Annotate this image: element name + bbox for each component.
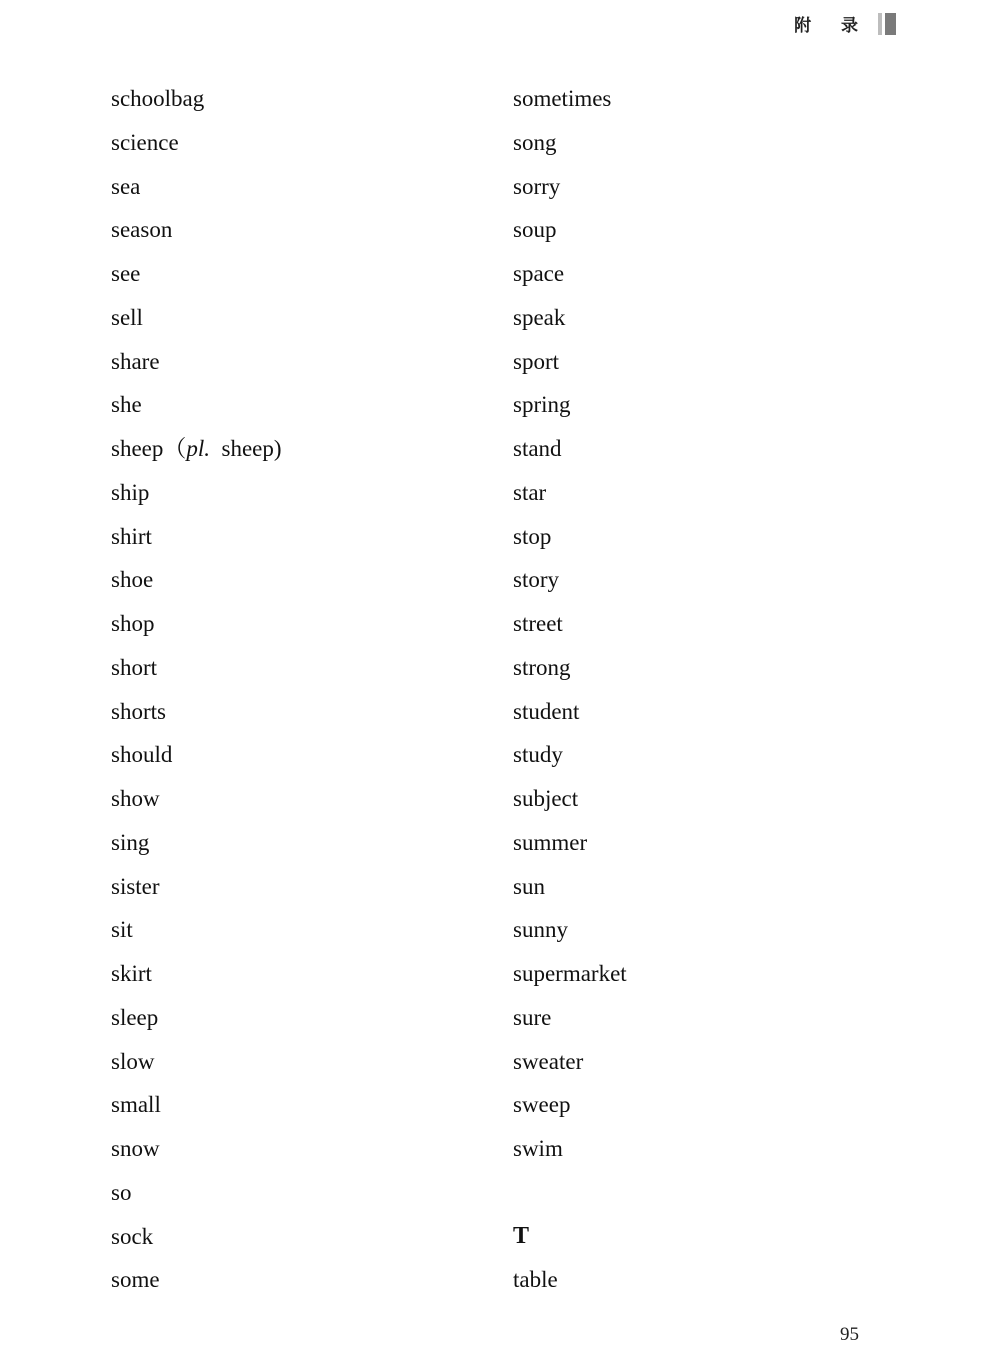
list-item: ship [111, 479, 150, 505]
list-item: student [513, 698, 580, 724]
list-item: sing [111, 829, 150, 855]
list-item: story [513, 567, 559, 593]
list-item: sweep [513, 1092, 571, 1118]
list-item: schoolbag [111, 86, 205, 111]
header-thin-bar [878, 13, 882, 35]
list-item: shorts [111, 698, 166, 724]
list-item: table [513, 1267, 558, 1293]
header-title: 附 录 [794, 16, 870, 36]
list-item: supermarket [513, 961, 627, 986]
list-item: share [111, 348, 160, 374]
entry-open-paren: （ [163, 436, 187, 461]
list-item: so [111, 1179, 132, 1205]
list-item: sunny [513, 917, 568, 943]
list-item: see [111, 261, 141, 286]
list-item: summer [513, 829, 588, 855]
list-item: soup [513, 217, 557, 243]
list-item [111, 427, 282, 471]
list-item: sleep [111, 1004, 159, 1030]
header-bar-decoration [878, 13, 896, 35]
list-item: space [513, 261, 565, 286]
word-list-left [111, 77, 282, 1302]
list-item: snow [111, 1136, 160, 1161]
list-item: show [111, 786, 160, 811]
list-item: sit [111, 917, 133, 943]
header-thick-bar [885, 13, 896, 35]
entry-plural-abbr: pl. [186, 436, 211, 461]
list-item: study [513, 742, 563, 768]
list-item: swim [513, 1136, 563, 1161]
list-item: small [111, 1092, 161, 1118]
list-item: she [111, 392, 142, 418]
list-item: sweater [513, 1048, 584, 1074]
page-header [794, 11, 896, 36]
list-item: sometimes [513, 86, 612, 111]
list-item: skirt [111, 961, 152, 986]
list-item: strong [513, 654, 571, 680]
list-item: speak [513, 304, 566, 330]
list-item: sister [111, 873, 160, 899]
list-item: song [513, 129, 557, 155]
list-item: should [111, 742, 173, 768]
list-item: spring [513, 392, 571, 418]
word-list-right [513, 77, 627, 1302]
list-item: sell [111, 304, 143, 330]
page-number: 95 [840, 1324, 859, 1345]
list-item: shoe [111, 567, 154, 593]
list-item: sun [513, 873, 545, 899]
list-item: short [111, 654, 157, 680]
list-item: science [111, 129, 179, 155]
list-item: some [111, 1267, 160, 1293]
list-item: shirt [111, 523, 152, 549]
list-item: sport [513, 348, 559, 374]
section-letter: T [513, 1222, 530, 1249]
entry-plural-form: sheep) [210, 436, 282, 461]
list-item: subject [513, 786, 579, 811]
entry-word: sheep [111, 436, 164, 461]
list-item: sea [111, 173, 141, 199]
list-item: stop [513, 523, 552, 549]
list-item: stand [513, 436, 562, 461]
list-item: shop [111, 611, 155, 636]
list-item: sorry [513, 173, 561, 199]
list-item: season [111, 217, 173, 243]
list-item: slow [111, 1048, 155, 1074]
list-item: sock [111, 1223, 154, 1249]
list-item: street [513, 611, 563, 636]
list-spacer [513, 1171, 627, 1215]
list-item: sure [513, 1004, 552, 1030]
list-item: star [513, 479, 547, 505]
